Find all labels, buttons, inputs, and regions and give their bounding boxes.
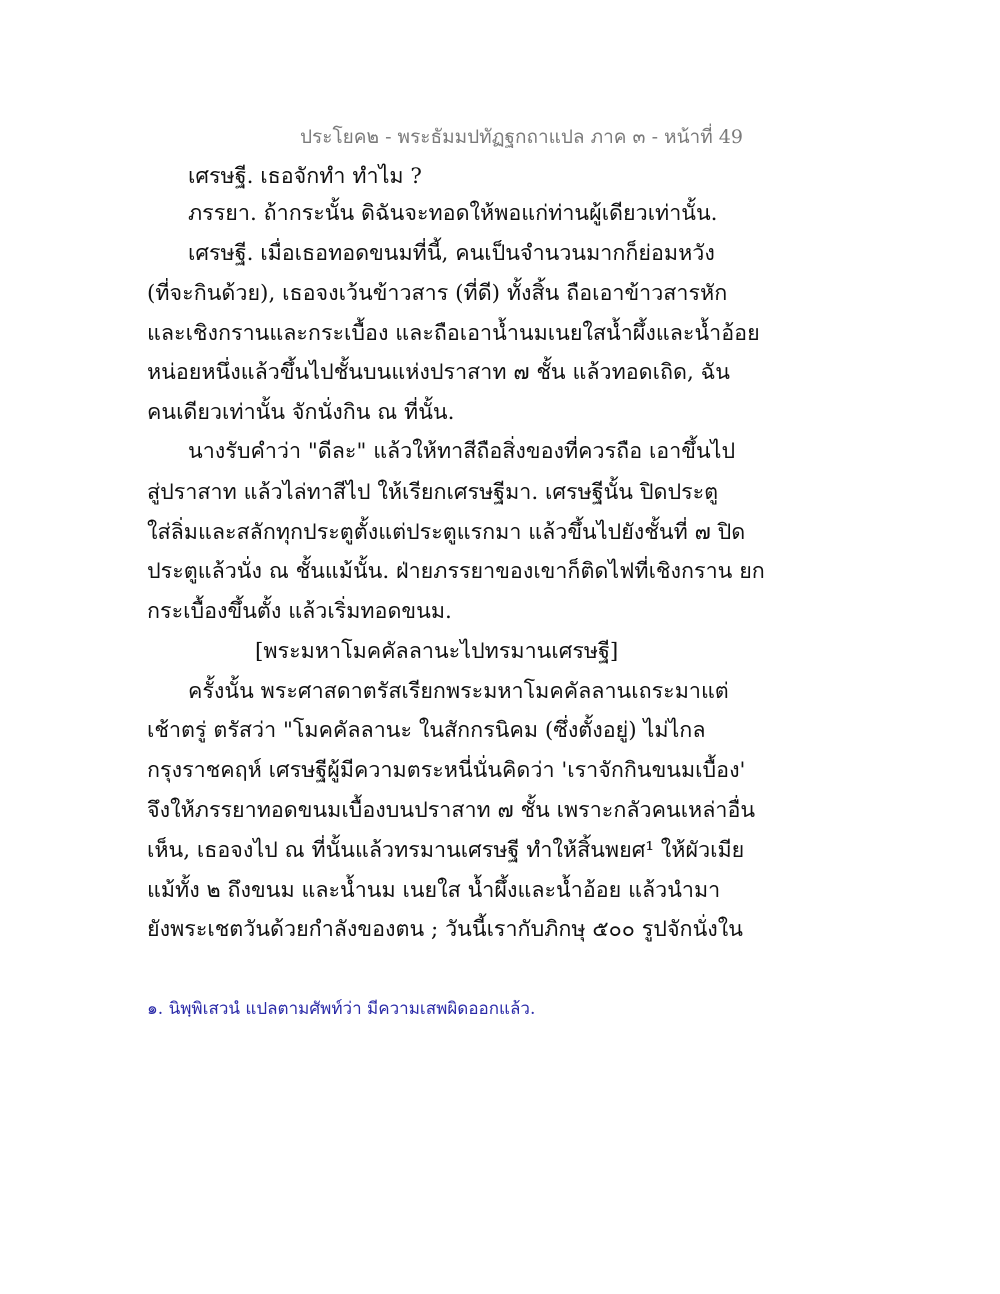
body-line-5: และเชิงกรานและกระเบื้อง และถือเอาน้ำนมเนยใสน้ำผึ้งและน้ำอ้อย	[147, 321, 760, 346]
body-line-9: สู่ปราสาท แล้วไล่ทาสีไป ให้เรียกเศรษฐีมา. เศรษฐีนั้น ปิดประตู	[147, 480, 719, 505]
body-line-12: กระเบื้องขึ้นตั้ง แล้วเริ่มทอดขนม.	[147, 599, 452, 624]
body-line-2: ภรรยา. ถ้ากระนั้น ดิฉันจะทอดให้พอแก่ท่านผู้เดียวเท่านั้น.	[188, 201, 718, 226]
body-line-17: จึงให้ภรรยาทอดขนมเบื้องบนปราสาท ๗ ชั้น เพราะกลัวคนเหล่าอื่น	[147, 798, 756, 823]
body-line-3: เศรษฐี. เมื่อเธอทอดขนมที่นี้, คนเป็นจำนวนมากก็ย่อมหวัง	[188, 241, 715, 266]
body-line-14: ครั้งนั้น พระศาสดาตรัสเรียกพระมหาโมคคัลลานเถระมาแต่	[188, 679, 729, 704]
body-line-19: แม้ทั้ง ๒ ถึงขนม และน้ำนม เนยใส น้ำผึ้งและน้ำอ้อย แล้วนำมา	[147, 878, 721, 903]
body-line-4: (ที่จะกินด้วย), เธอจงเว้นข้าวสาร (ที่ดี) ทั้งสิ้น ถือเอาข้าวสารหัก	[147, 281, 728, 306]
body-line-11: ประตูแล้วนั่ง ณ ชั้นแม้นั้น. ฝ่ายภรรยาของเขาก็ติดไฟที่เชิงกราน ยก	[147, 559, 765, 584]
body-line-16: กรุงราชคฤห์ เศรษฐีผู้มีความตระหนี่นั่นคิดว่า 'เราจักกินขนมเบื้อง'	[147, 758, 746, 783]
body-line-10: ใส่ลิ่มและสลักทุกประตูตั้งแต่ประตูแรกมา แล้วขึ้นไปยังชั้นที่ ๗ ปิด	[147, 520, 746, 545]
body-line-1: เศรษฐี. เธอจักทำ ทำไม ?	[188, 164, 422, 189]
body-line-18: เห็น, เธอจงไป ณ ที่นั้นแล้วทรมานเศรษฐี ทำให้สิ้นพยศ¹ ให้ผัวเมีย	[147, 838, 745, 863]
body-line-7: คนเดียวเท่านั้น จักนั่งกิน ณ ที่นั้น.	[147, 400, 455, 425]
footnote: ๑. นิพฺพิเสวนํ แปลตามศัพท์ว่า มีความเสพผิดออกแล้ว.	[147, 999, 536, 1019]
body-line-8: นางรับคำว่า "ดีละ" แล้วให้ทาสีถือสิ่งของที่ควรถือ เอาขึ้นไป	[188, 439, 736, 464]
page-header: ประโยค๒ - พระธัมมปทัฏฐกถาแปล ภาค ๓ - หน้าที่ 49	[300, 126, 743, 148]
body-line-6: หน่อยหนึ่งแล้วขึ้นไปชั้นบนแห่งปราสาท ๗ ชั้น แล้วทอดเถิด, ฉัน	[147, 360, 730, 385]
section-heading: [พระมหาโมคคัลลานะไปทรมานเศรษฐี]	[255, 639, 619, 664]
body-line-20: ยังพระเชตวันด้วยกำลังของตน ; วันนี้เรากับภิกษุ ๕๐๐ รูปจักนั่งใน	[147, 917, 743, 942]
body-line-15: เช้าตรู่ ตรัสว่า "โมคคัลลานะ ในสักกรนิคม (ซึ่งตั้งอยู่) ไม่ไกล	[147, 718, 706, 743]
